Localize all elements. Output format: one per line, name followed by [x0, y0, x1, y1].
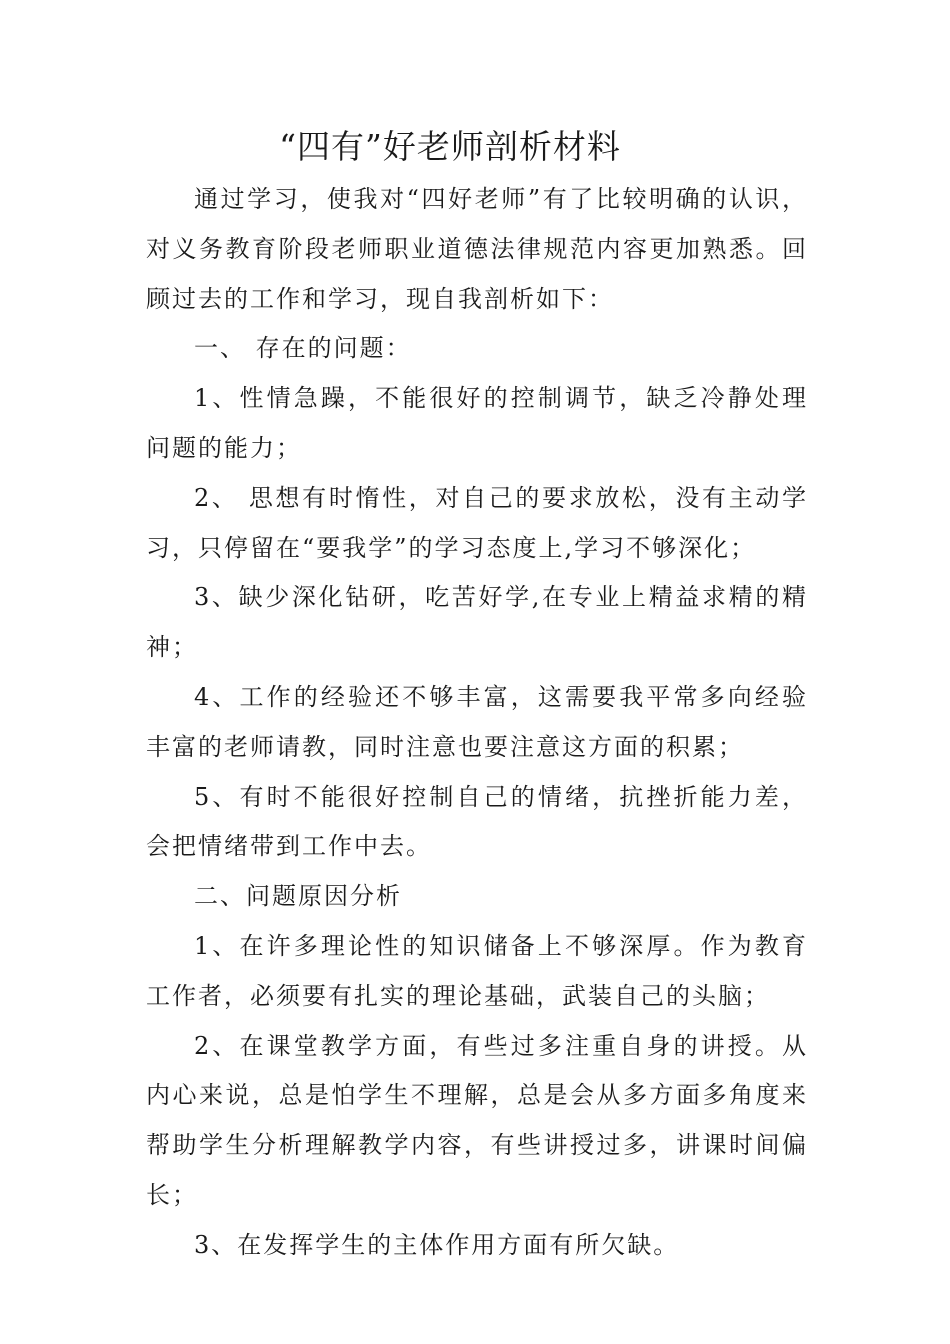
problem-item-4: 4、工作的经验还不够丰富，这需要我平常多向经验丰富的老师请教，同时注意也要注意这方面的积累； [146, 682, 808, 761]
document-title: “四有”好老师剖析材料 [279, 127, 621, 166]
problem-item-1: 1、性情急躁，不能很好的控制调节，缺乏冷静处理问题的能力； [146, 384, 808, 462]
cause-item-2: 2、在课堂教学方面，有些过多注重自身的讲授。从内心来说，总是怕学生不理解，总是会从多方面多角度来帮助学生分析理解教学内容，有些讲授过多，讲课时间偏长； [146, 1031, 808, 1209]
problem-item-5: 5、有时不能很好控制自己的情绪，抗挫折能力差，会把情绪带到工作中去。 [146, 782, 808, 861]
document-body [146, 175, 808, 1271]
problem-item-3: 3、缺少深化钻研，吃苦好学,在专业上精益求精的精神； [146, 583, 808, 662]
cause-item-1: 1、在许多理论性的知识储备上不够深厚。作为教育工作者，必须要有扎实的理论基础，武装自己的头脑； [146, 931, 808, 1010]
paragraph-intro: 通过学习，使我对“四好老师”有了比较明确的认识，对义务教育阶段老师职业道德法律规范内容更加熟悉。回顾过去的工作和学习，现自我剖析如下： [146, 185, 808, 313]
problem-item-2: 2、 思想有时惰性，对自己的要求放松，没有主动学习，只停留在“要我学”的学习态度上,学习不够深化； [146, 483, 808, 562]
section-heading-problems: 一、 存在的问题： [194, 334, 412, 363]
cause-item-3: 3、在发挥学生的主体作用方面有所欠缺。 [194, 1230, 680, 1259]
section-heading-causes: 二、问题原因分析 [194, 882, 402, 911]
